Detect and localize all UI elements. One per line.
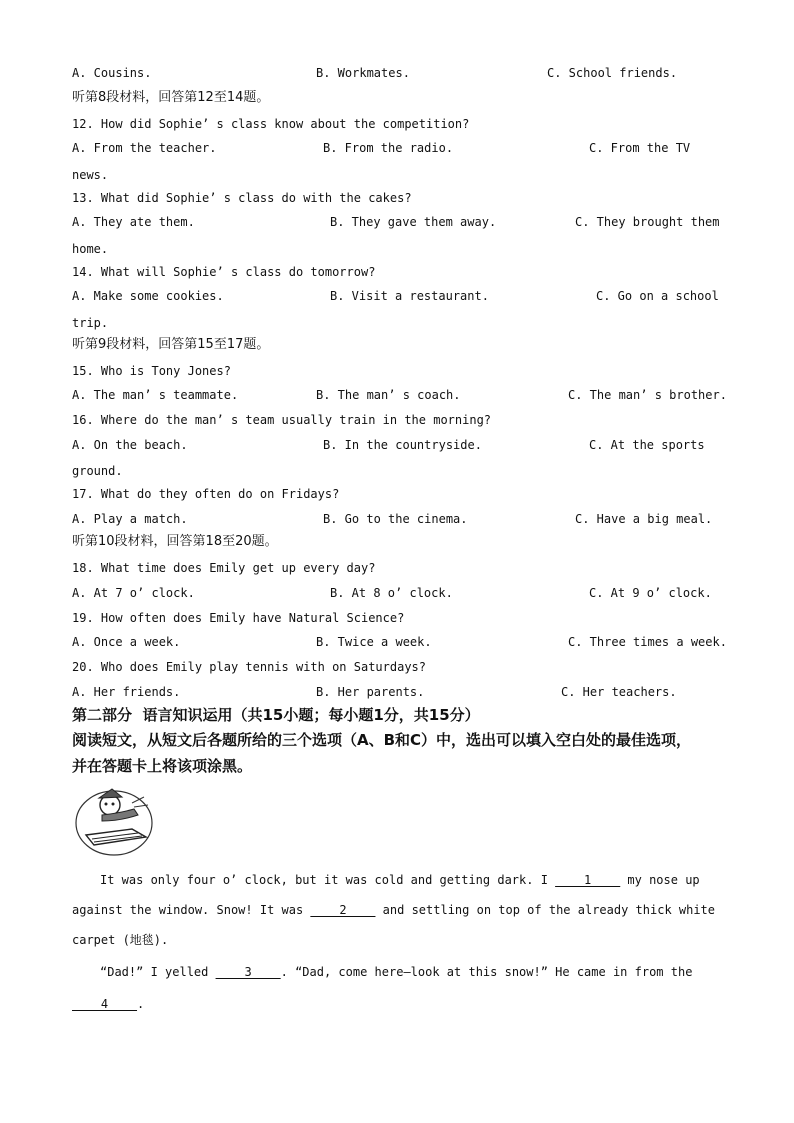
option-c[interactable]: C. Go on a school [596, 289, 719, 303]
passage-line-4: “Dad!” I yelled ____3____. “Dad, come here—look at this snow!” He came in from the [100, 965, 693, 979]
question-text: 15. Who is Tony Jones? [72, 364, 231, 378]
option-a[interactable]: A. Once a week. [72, 635, 181, 649]
option-c[interactable]: C. The man’ s brother. [568, 388, 727, 402]
section-instruction-cont: 并在答题卡上将该项涂黑。 [72, 757, 253, 775]
option-a[interactable]: A. At 7 o’ clock. [72, 586, 195, 600]
section-instruction: 阅读短文，从短文后各题所给的三个选项（A、B和C）中，选出可以填入空白处的最佳选项， [72, 731, 692, 749]
question-text: 19. How often does Emily have Natural Science? [72, 611, 405, 625]
passage-line-2: against the window. Snow! It was ____2____ and settling on top of the already thick white [72, 903, 716, 917]
option-b[interactable]: B. Her parents. [316, 685, 425, 699]
passage-line-1: It was only four o’ clock, but it was cold and getting dark. I ____1____ my nose up [100, 873, 700, 887]
question-text: 12. How did Sophie’ s class know about the competition? [72, 117, 470, 131]
option-b[interactable]: B. At 8 o’ clock. [330, 586, 453, 600]
option-c[interactable]: C. School friends. [547, 66, 678, 80]
blank-2[interactable]: ____2____ [310, 903, 376, 917]
question-text: 18. What time does Emily get up every day? [72, 561, 376, 575]
option-b[interactable]: B. Go to the cinema. [323, 512, 468, 526]
option-a[interactable]: A. They ate them. [72, 215, 195, 229]
option-a[interactable]: A. Her friends. [72, 685, 181, 699]
blank-1[interactable]: ____1____ [555, 873, 621, 887]
option-a[interactable]: A. Cousins. [72, 66, 152, 80]
question-text: 17. What do they often do on Fridays? [72, 487, 340, 501]
option-c[interactable]: C. They brought them [575, 215, 720, 229]
option-b[interactable]: B. Visit a restaurant. [330, 289, 489, 303]
option-a[interactable]: A. Make some cookies. [72, 289, 224, 303]
option-b[interactable]: B. From the radio. [323, 141, 454, 155]
listening-instruction: 听第9段材料，回答第15至17题。 [72, 337, 270, 352]
section-heading: 第二部分 语言知识运用（共15小题；每小题1分，共15分） [72, 706, 480, 724]
blank-3[interactable]: ____3____ [215, 965, 281, 979]
option-c[interactable]: C. From the TV [589, 141, 691, 155]
option-a[interactable]: A. On the beach. [72, 438, 188, 452]
option-b[interactable]: B. They gave them away. [330, 215, 497, 229]
option-b[interactable]: B. Workmates. [316, 66, 410, 80]
option-c[interactable]: C. Her teachers. [561, 685, 677, 699]
option-a[interactable]: A. The man’ s teammate. [72, 388, 239, 402]
listening-instruction: 听第8段材料，回答第12至14题。 [72, 90, 270, 105]
option-c[interactable]: C. Three times a week. [568, 635, 727, 649]
option-a[interactable]: A. Play a match. [72, 512, 188, 526]
question-text: ground. [72, 464, 123, 478]
passage-line-5: ____4____. [72, 997, 145, 1011]
blank-4[interactable]: ____4____ [72, 997, 138, 1011]
option-c[interactable]: C. At 9 o’ clock. [589, 586, 712, 600]
option-c[interactable]: C. At the sports [589, 438, 705, 452]
question-text: 16. Where do the man’ s team usually train in the morning? [72, 413, 492, 427]
question-text: 13. What did Sophie’ s class do with the cakes? [72, 191, 412, 205]
question-text: 14. What will Sophie’ s class do tomorrow? [72, 265, 376, 279]
question-text: home. [72, 242, 109, 256]
option-c[interactable]: C. Have a big meal. [575, 512, 713, 526]
passage-line-3: carpet (地毯). [72, 933, 169, 947]
option-b[interactable]: B. The man’ s coach. [316, 388, 461, 402]
option-b[interactable]: B. Twice a week. [316, 635, 432, 649]
listening-instruction: 听第10段材料，回答第18至20题。 [72, 534, 278, 549]
option-a[interactable]: A. From the teacher. [72, 141, 217, 155]
question-text: trip. [72, 316, 109, 330]
question-text: news. [72, 168, 109, 182]
snowman-sled-illustration [72, 783, 156, 859]
question-text: 20. Who does Emily play tennis with on Saturdays? [72, 660, 427, 674]
option-b[interactable]: B. In the countryside. [323, 438, 482, 452]
